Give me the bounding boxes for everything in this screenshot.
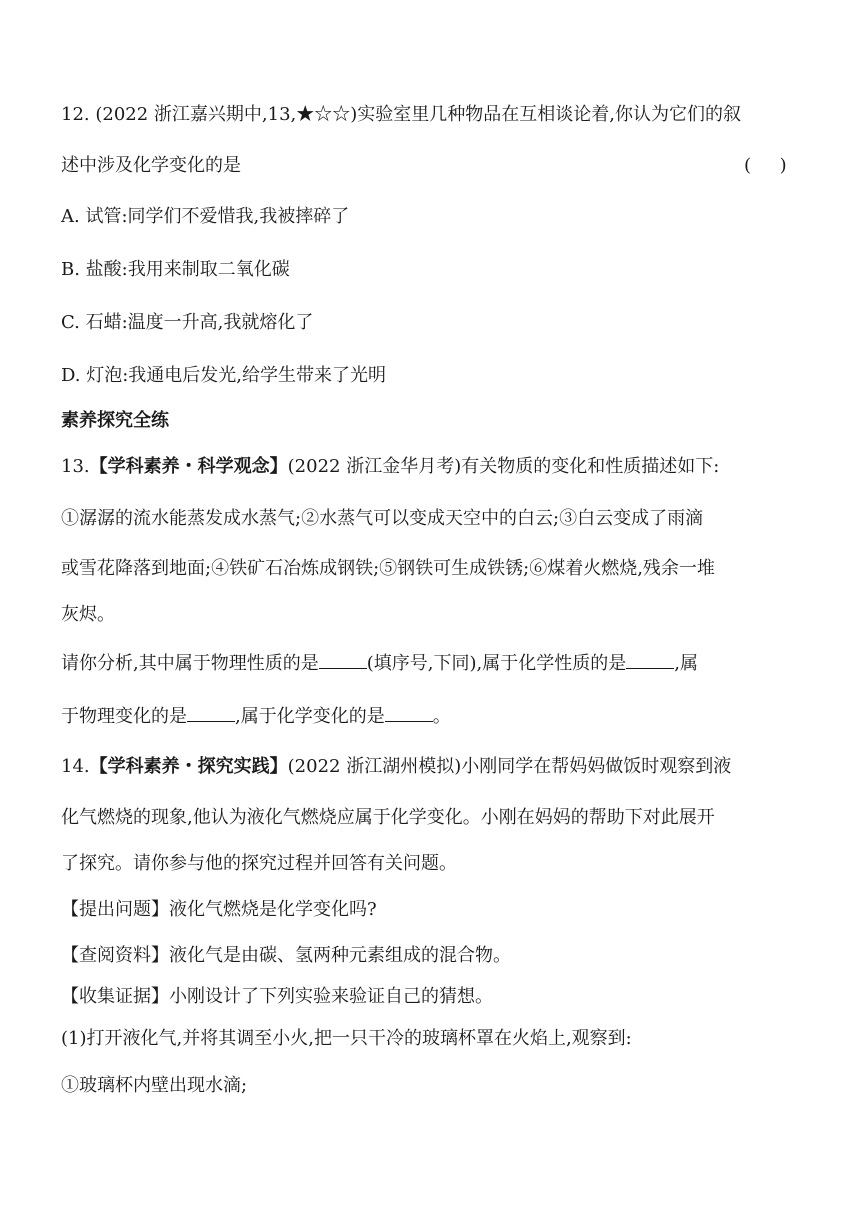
q13-line-6 — [61, 703, 451, 729]
q13-line-5-part-a: 请你分析,其中属于物理性质的是 — [61, 653, 319, 674]
q14-tag: 【学科素养・探究实践】 — [89, 756, 288, 777]
q14-evidence — [61, 985, 493, 1009]
q12-option-a: A. 试管:同学们不爱惜我,我被摔碎了 — [61, 206, 350, 227]
q14-line-2: 化气燃烧的现象,他认为液化气燃烧应属于化学变化。小刚在妈妈的帮助下对此展开 — [61, 807, 715, 828]
q13-line-5-part-b: (填序号,下同),属于化学性质的是 — [366, 653, 627, 674]
answer-blank-chemical-property[interactable] — [626, 650, 674, 669]
q12-option-c: C. 石蜡:温度一升高,我就熔化了 — [61, 312, 314, 333]
answer-blank-physical-property[interactable] — [319, 650, 367, 669]
q12-answer-bracket: ( ) — [744, 155, 787, 176]
q14-question — [61, 898, 377, 922]
q12-option-d: D. 灯泡:我通电后发光,给学生带来了光明 — [61, 365, 387, 386]
q13-line-5 — [61, 650, 698, 676]
q12-line-1: 12. (2022 浙江嘉兴期中,13,★☆☆)实验室里几种物品在互相谈论着,你认为它们的叙 — [61, 104, 741, 125]
q14-reference-label: 【查阅资料】 — [61, 945, 169, 966]
q12-option-b: B. 盐酸:我用来制取二氧化碳 — [61, 259, 290, 280]
q13-intro: (2022 浙江金华月考)有关物质的变化和性质描述如下: — [287, 456, 720, 477]
q13-line-4: 灰烬。 — [61, 604, 115, 625]
q12-line-2: 述中涉及化学变化的是 — [61, 155, 241, 176]
q14-reference — [61, 944, 511, 968]
q14-intro: (2022 浙江湖州模拟)小刚同学在帮妈妈做饭时观察到液 — [287, 756, 732, 777]
q14-evidence-label: 【收集证据】 — [61, 986, 169, 1007]
answer-blank-physical-change[interactable] — [187, 703, 235, 722]
q14-reference-text: 液化气是由碳、氢两种元素组成的混合物。 — [169, 945, 511, 966]
q14-line-1 — [61, 755, 731, 779]
q14-line-3: 了探究。请你参与他的探究过程并回答有关问题。 — [61, 853, 457, 874]
q13-number: 13. — [61, 456, 90, 477]
q14-evidence-text: 小刚设计了下列实验来验证自己的猜想。 — [169, 986, 493, 1007]
q14-question-label: 【提出问题】 — [61, 899, 169, 920]
q13-line-1 — [61, 455, 719, 479]
answer-blank-chemical-change[interactable] — [385, 703, 433, 722]
q14-question-text: 液化气燃烧是化学变化吗? — [169, 899, 377, 920]
q13-line-6-part-b: ,属于化学变化的是 — [235, 706, 385, 727]
q13-tag: 【学科素养・科学观念】 — [89, 456, 288, 477]
q13-line-5-part-c: ,属 — [674, 653, 698, 674]
q13-line-2: ①潺潺的流水能蒸发成水蒸气;②水蒸气可以变成天空中的白云;③白云变成了雨滴 — [61, 508, 704, 529]
q14-observation-1: ①玻璃杯内壁出现水滴; — [61, 1075, 248, 1096]
section-title: 素养探究全练 — [61, 410, 169, 431]
q13-line-3: 或雪花降落到地面;④铁矿石冶炼成钢铁;⑤钢铁可生成铁锈;⑥煤着火燃烧,残余一堆 — [61, 558, 715, 579]
q13-line-6-part-c: 。 — [432, 706, 451, 727]
q13-line-6-part-a: 于物理变化的是 — [61, 706, 187, 727]
q14-step-1: (1)打开液化气,并将其调至小火,把一只干冷的玻璃杯罩在火焰上,观察到: — [61, 1028, 632, 1049]
q14-number: 14. — [61, 756, 90, 777]
